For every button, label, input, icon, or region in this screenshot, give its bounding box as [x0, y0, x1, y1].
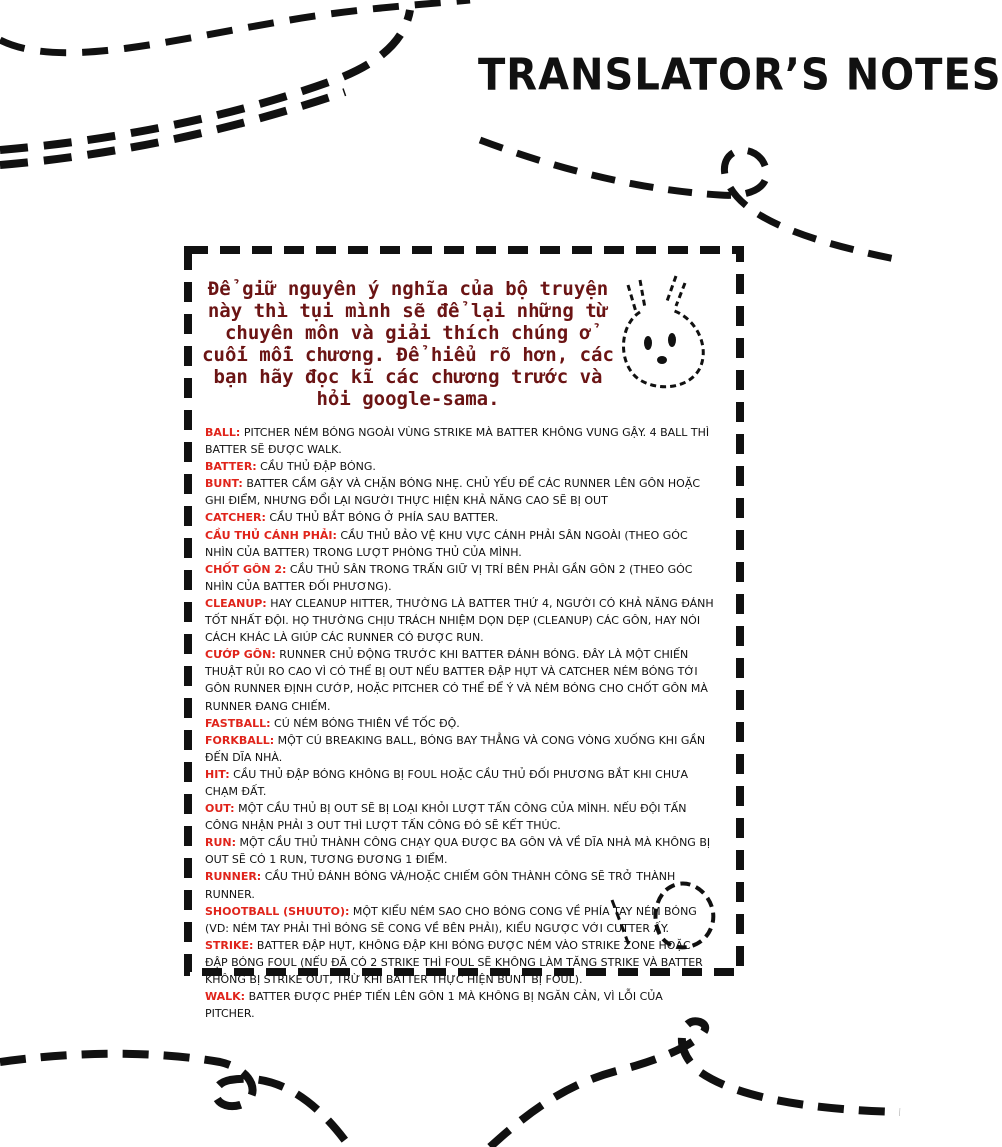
- page-title: TRANSLATOR’S NOTES: [478, 49, 1002, 101]
- term-name: BUNT:: [205, 477, 243, 491]
- term-name: STRIKE:: [205, 938, 254, 952]
- term-name: FORKBALL:: [205, 733, 275, 747]
- glossary-entry: [205, 715, 715, 732]
- glossary-entry: [205, 903, 715, 937]
- term-definition: CÚ NÉM BÓNG THIÊN VỀ TỐC ĐỘ.: [270, 716, 460, 730]
- term-definition: CẦU THỦ BẢO VỆ KHU VỰC CÁNH PHẢI SÂN NGOÀI (THEO GÓC NHÌN CỦA BATTER) TRONG LƯỢT PHÒNG THỦ CỦA MÌNH.: [205, 528, 688, 559]
- term-definition: CẦU THỦ ĐÁNH BÓNG VÀ/HOẶC CHIẾM GÔN THÀNH CÔNG SẼ TRỞ THÀNH RUNNER.: [205, 870, 676, 901]
- term-name: CHỐT GÔN 2:: [205, 562, 287, 576]
- term-name: BALL:: [205, 426, 241, 439]
- term-definition: MỘT CÚ BREAKING BALL, BÓNG BAY THẲNG VÀ CONG VÒNG XUỐNG KHI GẦN ĐẾN DĨA NHÀ.: [205, 733, 706, 764]
- glossary-entry: [205, 475, 715, 509]
- term-name: CLEANUP:: [205, 596, 267, 610]
- glossary-entry: [205, 800, 715, 834]
- term-name: FASTBALL:: [205, 716, 271, 730]
- term-name: HIT:: [205, 767, 230, 781]
- term-name: BATTER:: [205, 460, 257, 474]
- term-definition: MỘT CẦU THỦ BỊ OUT SẼ BỊ LOẠI KHỎI LƯỢT TẤN CÔNG CỦA MÌNH. NẾU ĐỘI TẤN CÔNG NHẬN PHẢI 3 OUT THÌ LƯỢT TẤN CÔNG ĐÓ SẼ KẾT THÚC.: [205, 802, 687, 833]
- term-name: WALK:: [205, 990, 246, 1004]
- glossary-entry: [205, 937, 715, 988]
- glossary-entry: [205, 509, 715, 526]
- term-definition: BATTER CẦM GẬY VÀ CHẶN BÓNG NHẸ. CHỦ YẾU ĐỂ CÁC RUNNER LÊN GÔN HOẶC GHI ĐIỂM, NHƯNG ĐỔI LẠI NGƯỜI THỰC HIỆN KHẢ NĂNG CAO SẼ BỊ OUT: [205, 477, 701, 508]
- term-name: CẦU THỦ CÁNH PHẢI:: [205, 528, 337, 542]
- term-definition: MỘT CẦU THỦ THÀNH CÔNG CHẠY QUA ĐƯỢC BA GÔN VÀ VỀ DĨA NHÀ MÀ KHÔNG BỊ OUT SẼ CÓ 1 RUN, TƯƠNG ĐƯƠNG 1 ĐIỂM.: [205, 836, 711, 867]
- term-definition: CẦU THỦ BẮT BÓNG Ở PHÍA SAU BATTER.: [265, 511, 499, 525]
- glossary-entry: [205, 766, 715, 800]
- term-definition: CẦU THỦ ĐẬP BÓNG.: [256, 460, 376, 474]
- term-name: CATCHER:: [205, 511, 266, 525]
- term-name: RUN:: [205, 836, 237, 850]
- term-name: SHOOTBALL (SHUUTO):: [205, 904, 350, 918]
- glossary-entry: [205, 561, 715, 595]
- glossary-entry: [205, 527, 715, 561]
- intro-text: Để giữ nguyên ý nghĩa của bộ truyện này thì tụi mình sẽ để lại những từ chuyên môn và giải thích chúng ở cuối mỗi chương. Để hiểu rõ hơn, các bạn hãy đọc kĩ các chương trước và hỏi google-sama.: [202, 278, 614, 410]
- term-definition: RUNNER CHỦ ĐỘNG TRƯỚC KHI BATTER ĐÁNH BÓNG. ĐÂY LÀ MỘT CHIẾN THUẬT RỦI RO CAO VÌ CÓ THỂ BỊ OUT NẾU BATTER ĐẬP HỤT VÀ CATCHER NÉM BÓNG TỚI GÔN RUNNER ĐỊNH CƯỚP, HOẶC PITCHER CÓ THỂ ĐỂ Ý VÀ NÉM BÓNG CHO CHỐT GÔN MÀ RUNNER ĐANG CHIẾM.: [205, 648, 708, 713]
- term-definition: HAY CLEANUP HITTER, THƯỜNG LÀ BATTER THỨ 4, NGƯỜI CÓ KHẢ NĂNG ĐÁNH TỐT NHẤT ĐỘI. HỌ THƯỜNG CHỊU TRÁCH NHIỆM DỌN DẸP (CLEANUP) CÁC GÔN, HAY NÓI CÁCH KHÁC LÀ GIÚP CÁC RUNNER CÓ ĐƯỢC RUN.: [205, 596, 714, 645]
- term-name: RUNNER:: [205, 870, 262, 884]
- term-definition: CẦU THỦ SÂN TRONG TRẤN GIỮ VỊ TRÍ BÊN PHẢI GẦN GÔN 2 (THEO GÓC NHÌN CỦA BATTER ĐỐI PHƯƠNG).: [205, 562, 693, 593]
- glossary-entry: [205, 424, 715, 458]
- glossary-entry: [205, 646, 715, 714]
- glossary-entry: [205, 868, 715, 902]
- glossary-list: [205, 424, 715, 1022]
- term-definition: PITCHER NÉM BÓNG NGOÀI VÙNG STRIKE MÀ BATTER KHÔNG VUNG GẬY. 4 BALL THÌ BATTER SẼ ĐƯỢC WALK.: [205, 426, 710, 457]
- glossary-entry: [205, 834, 715, 868]
- glossary-entry: [205, 988, 715, 1022]
- term-definition: BATTER ĐƯỢC PHÉP TIẾN LÊN GÔN 1 MÀ KHÔNG BỊ NGĂN CẢN, VÌ LỖI CỦA PITCHER.: [205, 990, 663, 1021]
- term-definition: CẦU THỦ ĐẬP BÓNG KHÔNG BỊ FOUL HOẶC CẦU THỦ ĐỐI PHƯƠNG BẮT KHI CHƯA CHẠM ĐẤT.: [205, 767, 689, 798]
- glossary-entry: [205, 732, 715, 766]
- term-definition: BATTER ĐẬP HỤT, KHÔNG ĐẬP KHI BÓNG ĐƯỢC NÉM VÀO STRIKE ZONE HOẶC ĐẬP BÓNG FOUL (NẾU ĐÃ CÓ 2 STRIKE THÌ FOUL SẼ KHÔNG LÀM TĂNG STRIKE VÀ BATTER KHÔNG BỊ STRIKE OUT, TRỪ KHI BATTER THỰC HIỆN BUNT BỊ FOUL).: [205, 938, 703, 986]
- glossary-entry: [205, 458, 715, 475]
- term-name: OUT:: [205, 802, 235, 816]
- term-definition: MỘT KIỂU NÉM SAO CHO BÓNG CONG VỀ PHÍA TAY NÉM BÓNG (VD: NÉM TAY PHẢI THÌ BÓNG SẼ CONG VỀ BÊN PHẢI), KIỂU NGƯỢC VỚI CUTTER ẤY.: [205, 904, 697, 935]
- term-name: CƯỚP GÔN:: [205, 648, 276, 662]
- glossary-entry: [205, 595, 715, 646]
